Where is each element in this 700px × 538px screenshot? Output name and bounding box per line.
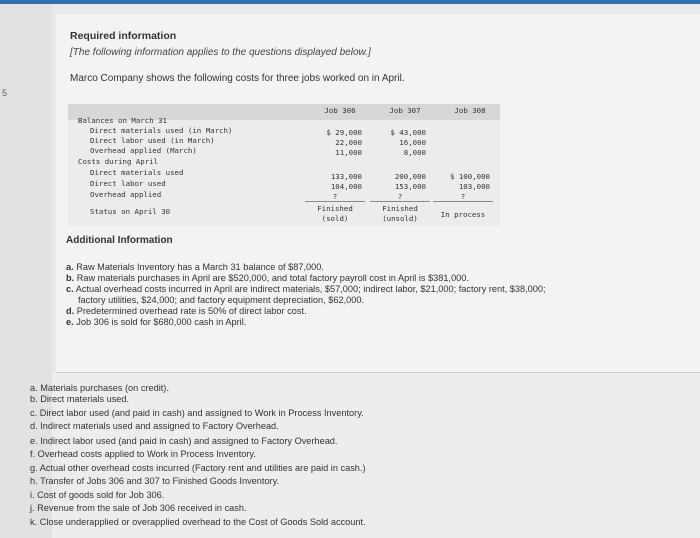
cell-306-dm-march: $ 29,000 xyxy=(326,128,362,137)
cell-306-dl-march: 22,000 xyxy=(335,138,362,147)
additional-info-title: Additional Information xyxy=(66,235,173,246)
transaction-item-d: d. Indirect materials used and assigned to Factory Overhead. xyxy=(30,421,279,431)
info-note: [The following information applies to the questions displayed below.] xyxy=(70,47,371,58)
cell-308-dm-april: $ 100,000 xyxy=(449,172,490,181)
transaction-item-f: f. Overhead costs applied to Work in Process Inventory. xyxy=(30,449,256,459)
row-label-balances: Balances on March 31 xyxy=(78,116,167,125)
cell-306-dm-april: 133,000 xyxy=(330,172,362,181)
top-accent-bar xyxy=(0,0,700,4)
cell-306-dl-april: 104,000 xyxy=(330,182,362,191)
rule-307 xyxy=(370,201,430,202)
transaction-item-e: e. Indirect labor used (and paid in cash) and assigned to Factory Overhead. xyxy=(30,436,338,446)
intro-text: Marco Company shows the following costs for three jobs worked on in April. xyxy=(70,73,405,84)
section-divider xyxy=(56,372,700,373)
transaction-item-j: j. Revenue from the sale of Job 306 received in cash. xyxy=(30,503,247,513)
info-item-c: c. Actual overhead costs incurred in April are indirect materials, $57,000; indirect labor, $21,000; factory rent, $38,000; xyxy=(66,284,546,294)
row-label-dl-march: Direct labor used (in March) xyxy=(90,136,215,145)
cell-306-status-2: (sold) xyxy=(321,214,349,223)
transaction-item-i: i. Cost of goods sold for Job 306. xyxy=(30,490,165,500)
transaction-item-g: g. Actual other overhead costs incurred (Factory rent and utilities are paid in cash.) xyxy=(30,463,366,473)
cell-306-status-1: Finished xyxy=(317,204,353,213)
cell-306-oh-march: 11,000 xyxy=(335,148,362,157)
info-item-c-cont: factory utilities, $24,000; and factory equipment depreciation, $62,000. xyxy=(78,295,365,305)
question-number: 5 xyxy=(2,88,8,98)
col-header-job307: Job 307 xyxy=(389,106,421,115)
rule-308 xyxy=(433,201,493,202)
transaction-item-a: a. Materials purchases (on credit). xyxy=(30,383,169,393)
cell-307-status-1: Finished xyxy=(382,204,418,213)
cell-308-status: In process xyxy=(440,210,486,219)
row-label-dl-april: Direct labor used xyxy=(90,179,166,188)
cell-306-oh-april: ? xyxy=(332,192,338,201)
col-header-job306: Job 306 xyxy=(324,106,356,115)
transaction-item-b: b. Direct materials used. xyxy=(30,394,130,404)
row-label-oh-april: Overhead applied xyxy=(90,190,162,199)
cell-307-dm-april: 200,000 xyxy=(394,172,426,181)
cell-307-dl-march: 16,000 xyxy=(399,138,426,147)
section-title: Required information xyxy=(70,30,177,42)
row-label-dm-march: Direct materials used (in March) xyxy=(90,126,233,135)
cell-307-dl-april: 153,000 xyxy=(394,182,426,191)
cell-307-oh-april: ? xyxy=(397,192,403,201)
transaction-item-c: c. Direct labor used (and paid in cash) and assigned to Work in Process Inventory. xyxy=(30,408,364,418)
cell-308-dl-april: 103,000 xyxy=(458,182,490,191)
cell-307-oh-march: 8,000 xyxy=(403,148,426,157)
transaction-item-k: k. Close underapplied or overapplied overhead to the Cost of Goods Sold account. xyxy=(30,517,366,527)
cell-307-status-2: (unsold) xyxy=(382,214,418,223)
info-item-d: d. Predetermined overhead rate is 50% of direct labor cost. xyxy=(66,306,307,316)
row-label-costs-april: Costs during April xyxy=(78,157,159,166)
cell-307-dm-march: $ 43,000 xyxy=(390,128,426,137)
info-item-b: b. Raw materials purchases in April are $520,000, and total factory payroll cost in April is $381,000. xyxy=(66,273,469,283)
row-label-dm-april: Direct materials used xyxy=(90,168,184,177)
info-item-a: a. Raw Materials Inventory has a March 31 balance of $87,000. xyxy=(66,262,324,272)
info-item-e: e. Job 306 is sold for $680,000 cash in April. xyxy=(66,317,247,327)
row-label-oh-march: Overhead applied (March) xyxy=(90,146,197,155)
col-header-job308: Job 308 xyxy=(454,106,486,115)
row-label-status: Status on April 30 xyxy=(90,207,171,216)
cell-308-oh-april: ? xyxy=(460,192,466,201)
transaction-item-h: h. Transfer of Jobs 306 and 307 to Finished Goods Inventory. xyxy=(30,476,280,486)
rule-306 xyxy=(305,201,365,202)
